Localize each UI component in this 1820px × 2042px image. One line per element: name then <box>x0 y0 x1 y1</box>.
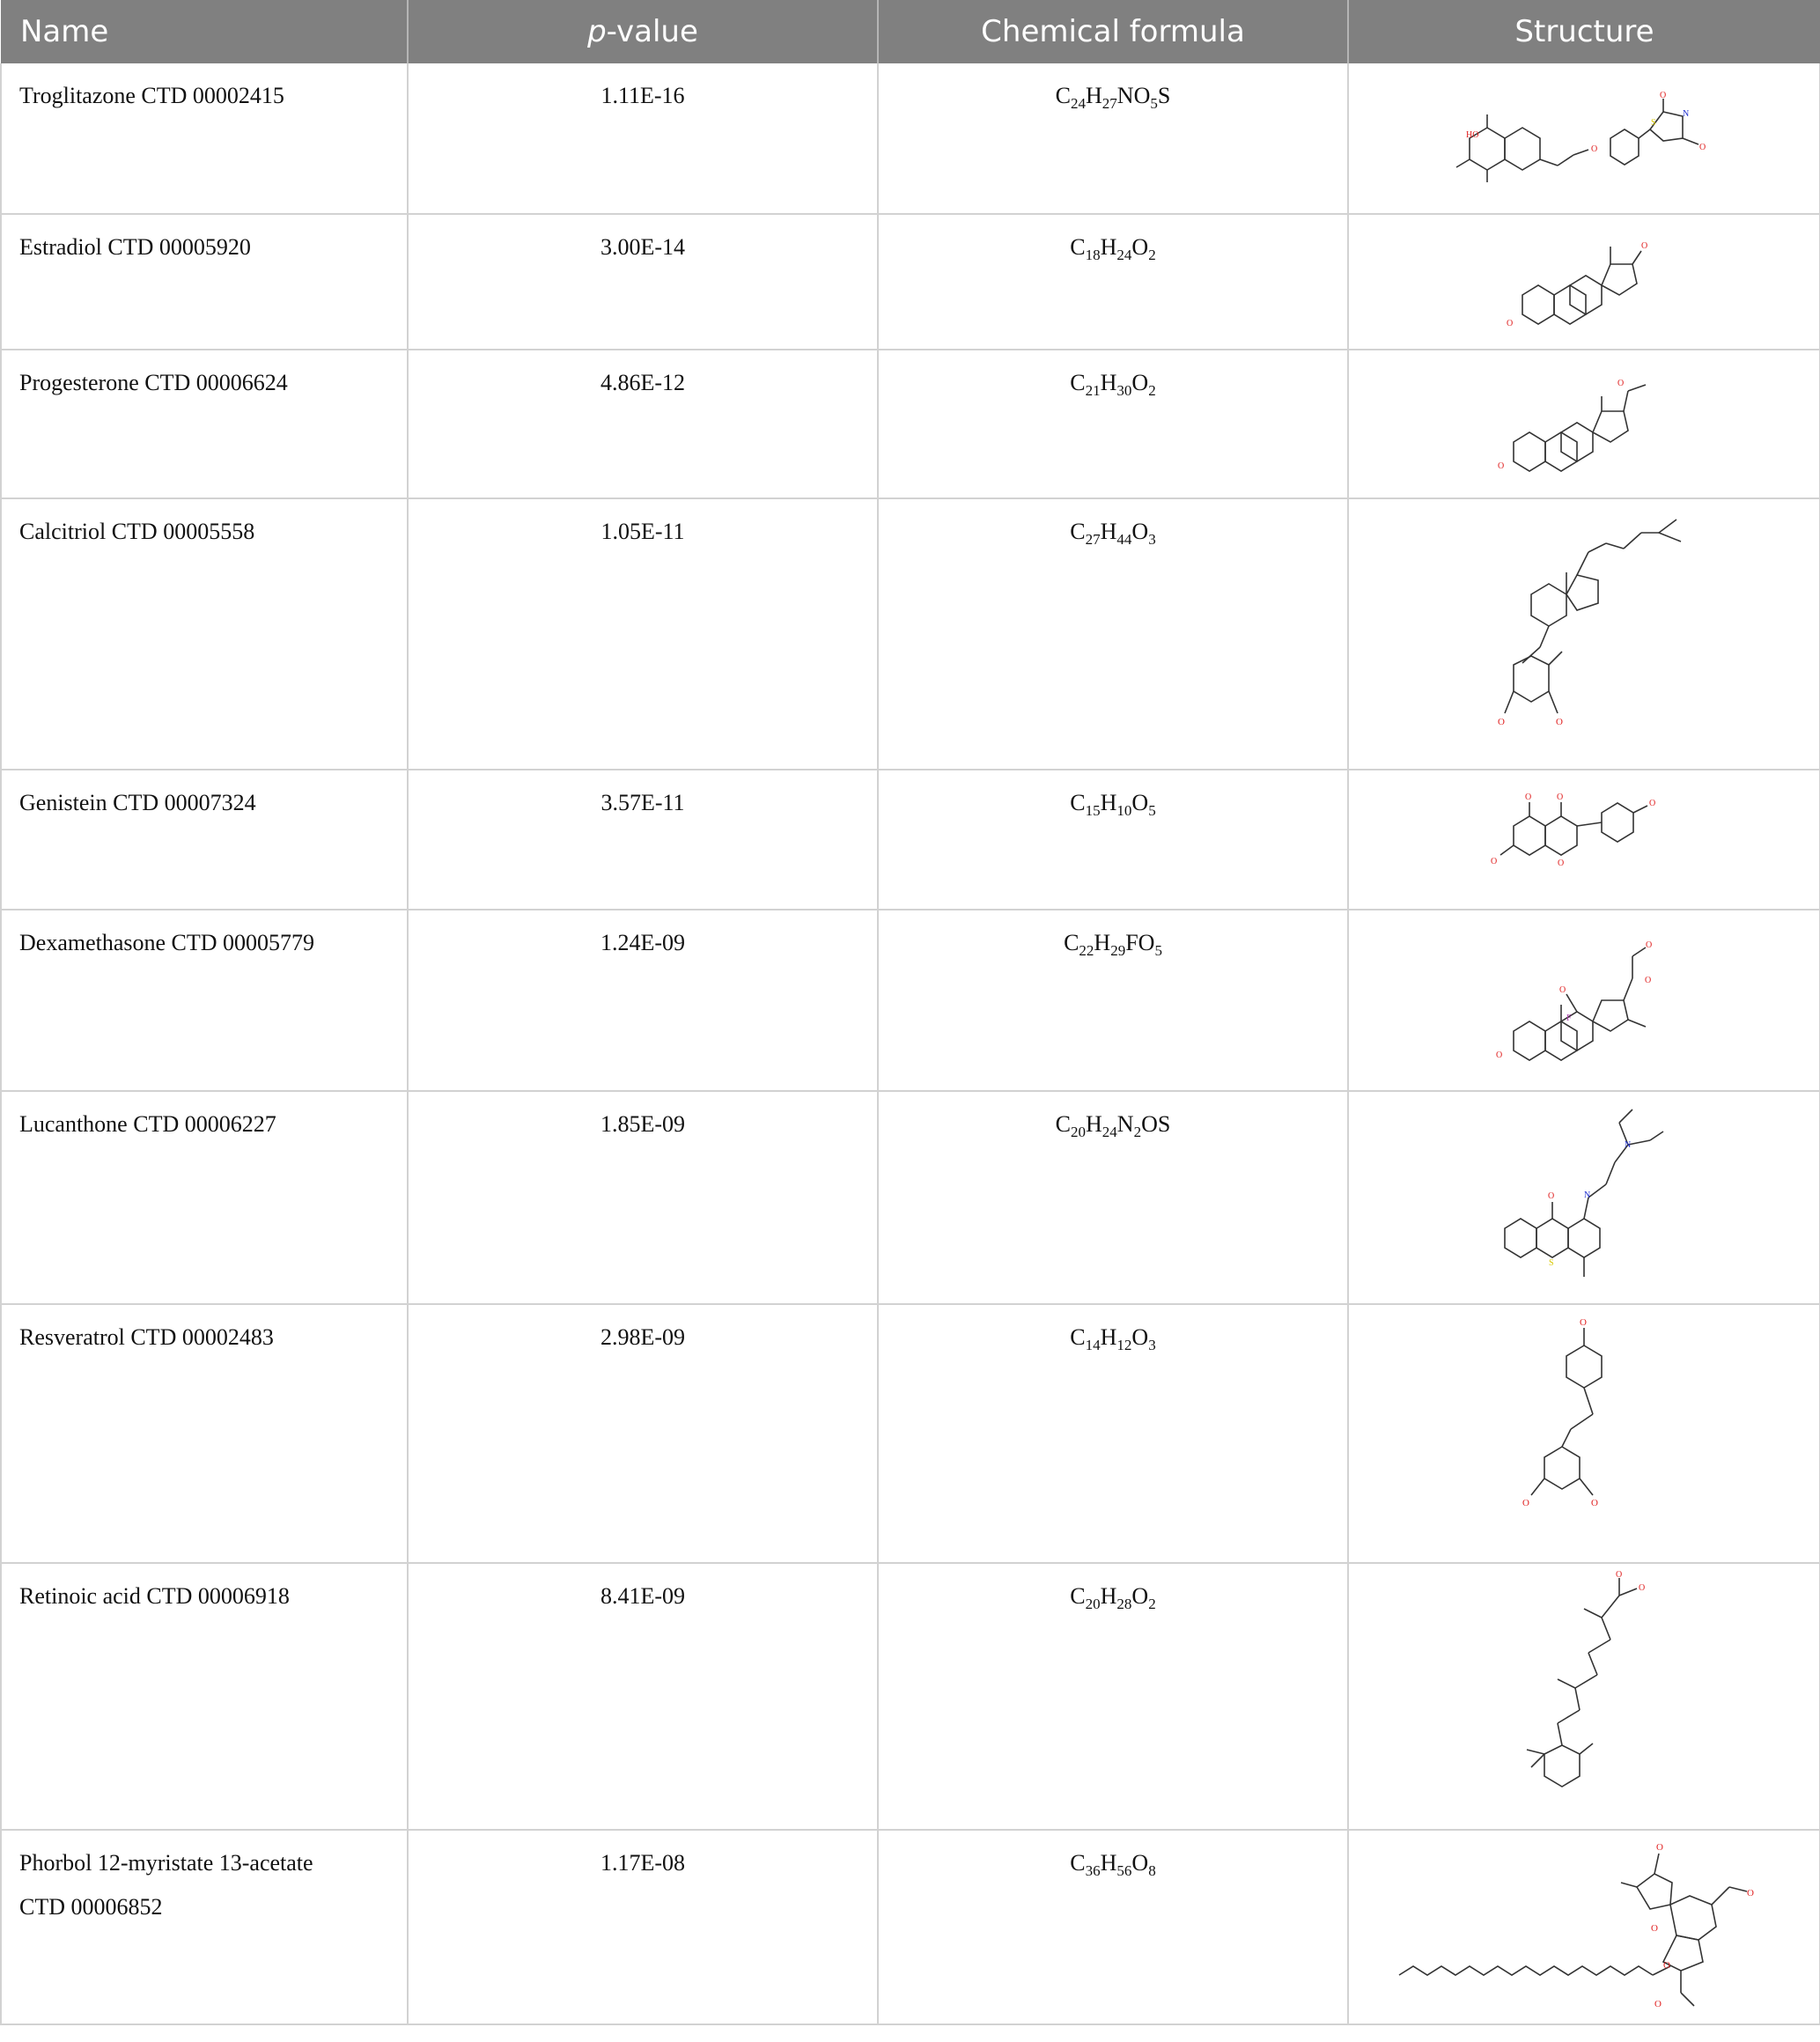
formula-subscript: 24 <box>1116 247 1132 264</box>
formula-subscript: 5 <box>1150 95 1158 112</box>
compound-name: Estradiol CTD 00005920 <box>1 214 408 350</box>
formula-element: N <box>1116 1110 1134 1137</box>
p-value: 1.24E-09 <box>408 910 878 1091</box>
chemical-formula <box>878 214 1348 350</box>
p-value: 3.00E-14 <box>408 214 878 350</box>
formula-subscript: 12 <box>1116 1337 1132 1354</box>
formula-subscript: 20 <box>1071 1123 1087 1140</box>
svg-text:O: O <box>1747 1888 1754 1899</box>
formula-element: H <box>1100 519 1117 545</box>
compound-name: Dexamethasone CTD 00005779 <box>1 910 408 1091</box>
svg-text:O: O <box>1556 717 1563 728</box>
formula-subscript: 27 <box>1085 531 1101 549</box>
svg-text:N: N <box>1683 109 1690 120</box>
p-value: 1.11E-16 <box>408 63 878 214</box>
table-row <box>1 1830 1820 2024</box>
formula-subscript: 24 <box>1102 1123 1117 1140</box>
svg-text:O: O <box>1548 1191 1555 1202</box>
svg-text:O: O <box>1591 1498 1598 1509</box>
formula-subscript: 44 <box>1116 531 1132 549</box>
formula-element: C <box>1070 1849 1086 1876</box>
formula-element: H <box>1086 1110 1102 1137</box>
chemical-formula <box>878 1563 1348 1829</box>
formula-element: O <box>1131 370 1149 396</box>
p-value: 1.17E-08 <box>408 1830 878 2024</box>
svg-text:N: N <box>1625 1140 1632 1151</box>
formula-subscript: 10 <box>1116 801 1132 819</box>
formula-subscript: 15 <box>1085 801 1101 819</box>
formula-subscript: 2 <box>1148 1596 1156 1613</box>
formula-subscript: 2 <box>1148 247 1156 264</box>
estradiol-structure-icon <box>1496 229 1672 335</box>
formula-subscript: 8 <box>1148 1861 1156 1879</box>
svg-text:O: O <box>1699 143 1706 153</box>
table-row <box>1 63 1820 214</box>
table-row <box>1 498 1820 769</box>
formula-element: H <box>1100 1583 1117 1610</box>
svg-text:O: O <box>1654 1999 1662 2010</box>
chemical-formula <box>878 350 1348 498</box>
compound-name-line: Phorbol 12-myristate 13-acetate <box>19 1849 313 1876</box>
chemical-formula <box>878 498 1348 769</box>
p-value: 3.57E-11 <box>408 770 878 910</box>
header-pvalue-p: p <box>587 14 607 49</box>
compound-name-line: CTD 00006852 <box>19 1893 163 1920</box>
table-row <box>1 350 1820 498</box>
formula-subscript: 27 <box>1102 95 1117 112</box>
structure-cell <box>1348 498 1820 769</box>
formula-element: O <box>1131 234 1149 261</box>
svg-text:O: O <box>1557 792 1564 803</box>
formula-subscript: 36 <box>1085 1861 1101 1879</box>
svg-text:S: S <box>1549 1258 1554 1269</box>
formula-element: O <box>1133 83 1151 108</box>
formula-subscript: 5 <box>1148 801 1156 819</box>
formula-subscript: 2 <box>1148 382 1156 400</box>
table-row <box>1 1091 1820 1304</box>
chemical-formula <box>878 1091 1348 1304</box>
structure-cell <box>1348 1091 1820 1304</box>
formula-subscript: 18 <box>1085 247 1101 264</box>
table-header-row <box>1 0 1820 63</box>
formula-subscript: 28 <box>1116 1596 1132 1613</box>
formula-element: H <box>1094 929 1111 955</box>
formula-subscript: 56 <box>1116 1861 1132 1879</box>
calcitriol-structure-icon <box>1478 506 1690 762</box>
formula-element: C <box>1070 1583 1086 1610</box>
formula-element: H <box>1100 234 1117 261</box>
compound-name: Calcitriol CTD 00005558 <box>1 498 408 769</box>
formula-element: C <box>1070 370 1086 396</box>
formula-element: H <box>1100 370 1117 396</box>
header-structure: Structure <box>1348 0 1820 63</box>
formula-element: O <box>1131 789 1149 815</box>
structure-cell <box>1348 1563 1820 1829</box>
svg-text:S: S <box>1651 118 1656 129</box>
formula-element: H <box>1100 1324 1117 1351</box>
compound-name: Genistein CTD 00007324 <box>1 770 408 910</box>
formula-subscript: 24 <box>1071 95 1087 112</box>
formula-element: F <box>1125 929 1138 955</box>
chemical-formula <box>878 63 1348 214</box>
p-value: 1.85E-09 <box>408 1091 878 1304</box>
header-name: Name <box>1 0 408 63</box>
table-row <box>1 770 1820 910</box>
formula-element: O <box>1131 519 1149 545</box>
chemical-formula <box>878 1304 1348 1563</box>
formula-element: O <box>1131 1324 1149 1351</box>
structure-cell <box>1348 770 1820 910</box>
p-value: 2.98E-09 <box>408 1304 878 1563</box>
table-row <box>1 910 1820 1091</box>
formula-element: O <box>1138 929 1155 955</box>
formula-element: O <box>1131 1583 1149 1610</box>
svg-text:O: O <box>1641 241 1648 252</box>
structure-cell <box>1348 350 1820 498</box>
formula-subscript: 29 <box>1110 941 1126 959</box>
formula-element: OS <box>1141 1110 1171 1137</box>
formula-element: C <box>1070 234 1086 261</box>
formula-subscript: 3 <box>1148 531 1156 549</box>
svg-text:O: O <box>1580 1317 1587 1329</box>
formula-subscript: 14 <box>1085 1337 1101 1354</box>
formula-element: H <box>1086 83 1102 108</box>
formula-subscript: 22 <box>1079 941 1094 959</box>
svg-text:O: O <box>1656 1842 1663 1854</box>
svg-text:O: O <box>1660 91 1667 101</box>
formula-element: H <box>1100 1849 1117 1876</box>
formula-element: C <box>1064 929 1079 955</box>
p-value: 1.05E-11 <box>408 498 878 769</box>
structure-cell <box>1348 214 1820 350</box>
header-pvalue <box>408 0 878 63</box>
svg-text:O: O <box>1559 984 1566 995</box>
compound-name <box>1 1830 408 2024</box>
p-value: 4.86E-12 <box>408 350 878 498</box>
chemical-formula <box>878 1830 1348 2024</box>
formula-element: C <box>1070 1324 1086 1351</box>
svg-text:O: O <box>1558 859 1565 869</box>
svg-text:O: O <box>1651 1923 1658 1935</box>
svg-text:O: O <box>1663 1960 1670 1972</box>
lucanthone-structure-icon <box>1478 1105 1690 1290</box>
progesterone-structure-icon <box>1487 363 1681 486</box>
genistein-structure-icon <box>1478 786 1690 892</box>
compound-name: Troglitazone CTD 00002415 <box>1 63 408 214</box>
resveratrol-structure-icon <box>1496 1310 1672 1557</box>
formula-element: C <box>1055 1110 1072 1137</box>
svg-text:O: O <box>1498 461 1505 471</box>
header-formula: Chemical formula <box>878 0 1348 63</box>
table-row <box>1 1304 1820 1563</box>
formula-element: O <box>1131 1849 1149 1876</box>
table-row <box>1 214 1820 350</box>
svg-text:HO: HO <box>1466 130 1479 141</box>
svg-text:O: O <box>1507 319 1514 329</box>
formula-subscript: 5 <box>1154 941 1162 959</box>
svg-text:O: O <box>1616 1569 1623 1580</box>
formula-subscript: 30 <box>1116 382 1132 400</box>
chemical-formula <box>878 910 1348 1091</box>
svg-text:O: O <box>1591 144 1598 155</box>
dexamethasone-structure-icon <box>1478 917 1690 1084</box>
compound-name: Resveratrol CTD 00002483 <box>1 1304 408 1563</box>
formula-subscript: 2 <box>1133 1123 1142 1140</box>
svg-text:O: O <box>1496 1050 1503 1060</box>
retinoic-acid-structure-icon <box>1487 1569 1681 1825</box>
svg-text:O: O <box>1639 1582 1646 1593</box>
svg-text:O: O <box>1498 717 1505 728</box>
svg-text:O: O <box>1649 799 1656 809</box>
formula-element: S <box>1157 83 1171 108</box>
troglitazone-structure-icon <box>1452 90 1716 187</box>
formula-element: C <box>1070 519 1086 545</box>
phorbol-structure-icon <box>1390 1834 1778 2019</box>
formula-subscript: 20 <box>1085 1596 1101 1613</box>
structure-cell <box>1348 1830 1820 2024</box>
formula-subscript: 3 <box>1148 1337 1156 1354</box>
svg-text:O: O <box>1525 792 1532 803</box>
formula-element: C <box>1055 83 1072 108</box>
structure-cell <box>1348 63 1820 214</box>
compound-name: Retinoic acid CTD 00006918 <box>1 1563 408 1829</box>
structure-cell <box>1348 1304 1820 1563</box>
p-value: 8.41E-09 <box>408 1563 878 1829</box>
compound-name: Lucanthone CTD 00006227 <box>1 1091 408 1304</box>
svg-text:N: N <box>1584 1191 1591 1201</box>
svg-text:O: O <box>1522 1498 1529 1509</box>
formula-element: H <box>1100 789 1117 815</box>
svg-text:O: O <box>1491 857 1498 867</box>
svg-text:O: O <box>1617 378 1625 388</box>
table-row <box>1 1563 1820 1829</box>
formula-element: C <box>1070 789 1086 815</box>
compound-name: Progesterone CTD 00006624 <box>1 350 408 498</box>
chemical-formula <box>878 770 1348 910</box>
formula-element: N <box>1116 83 1134 108</box>
structure-cell <box>1348 910 1820 1091</box>
formula-subscript: 21 <box>1085 382 1101 400</box>
header-pvalue-suffix: -value <box>606 14 698 49</box>
svg-text:F: F <box>1566 1013 1572 1023</box>
svg-text:O: O <box>1646 940 1653 950</box>
svg-text:O: O <box>1645 975 1652 985</box>
